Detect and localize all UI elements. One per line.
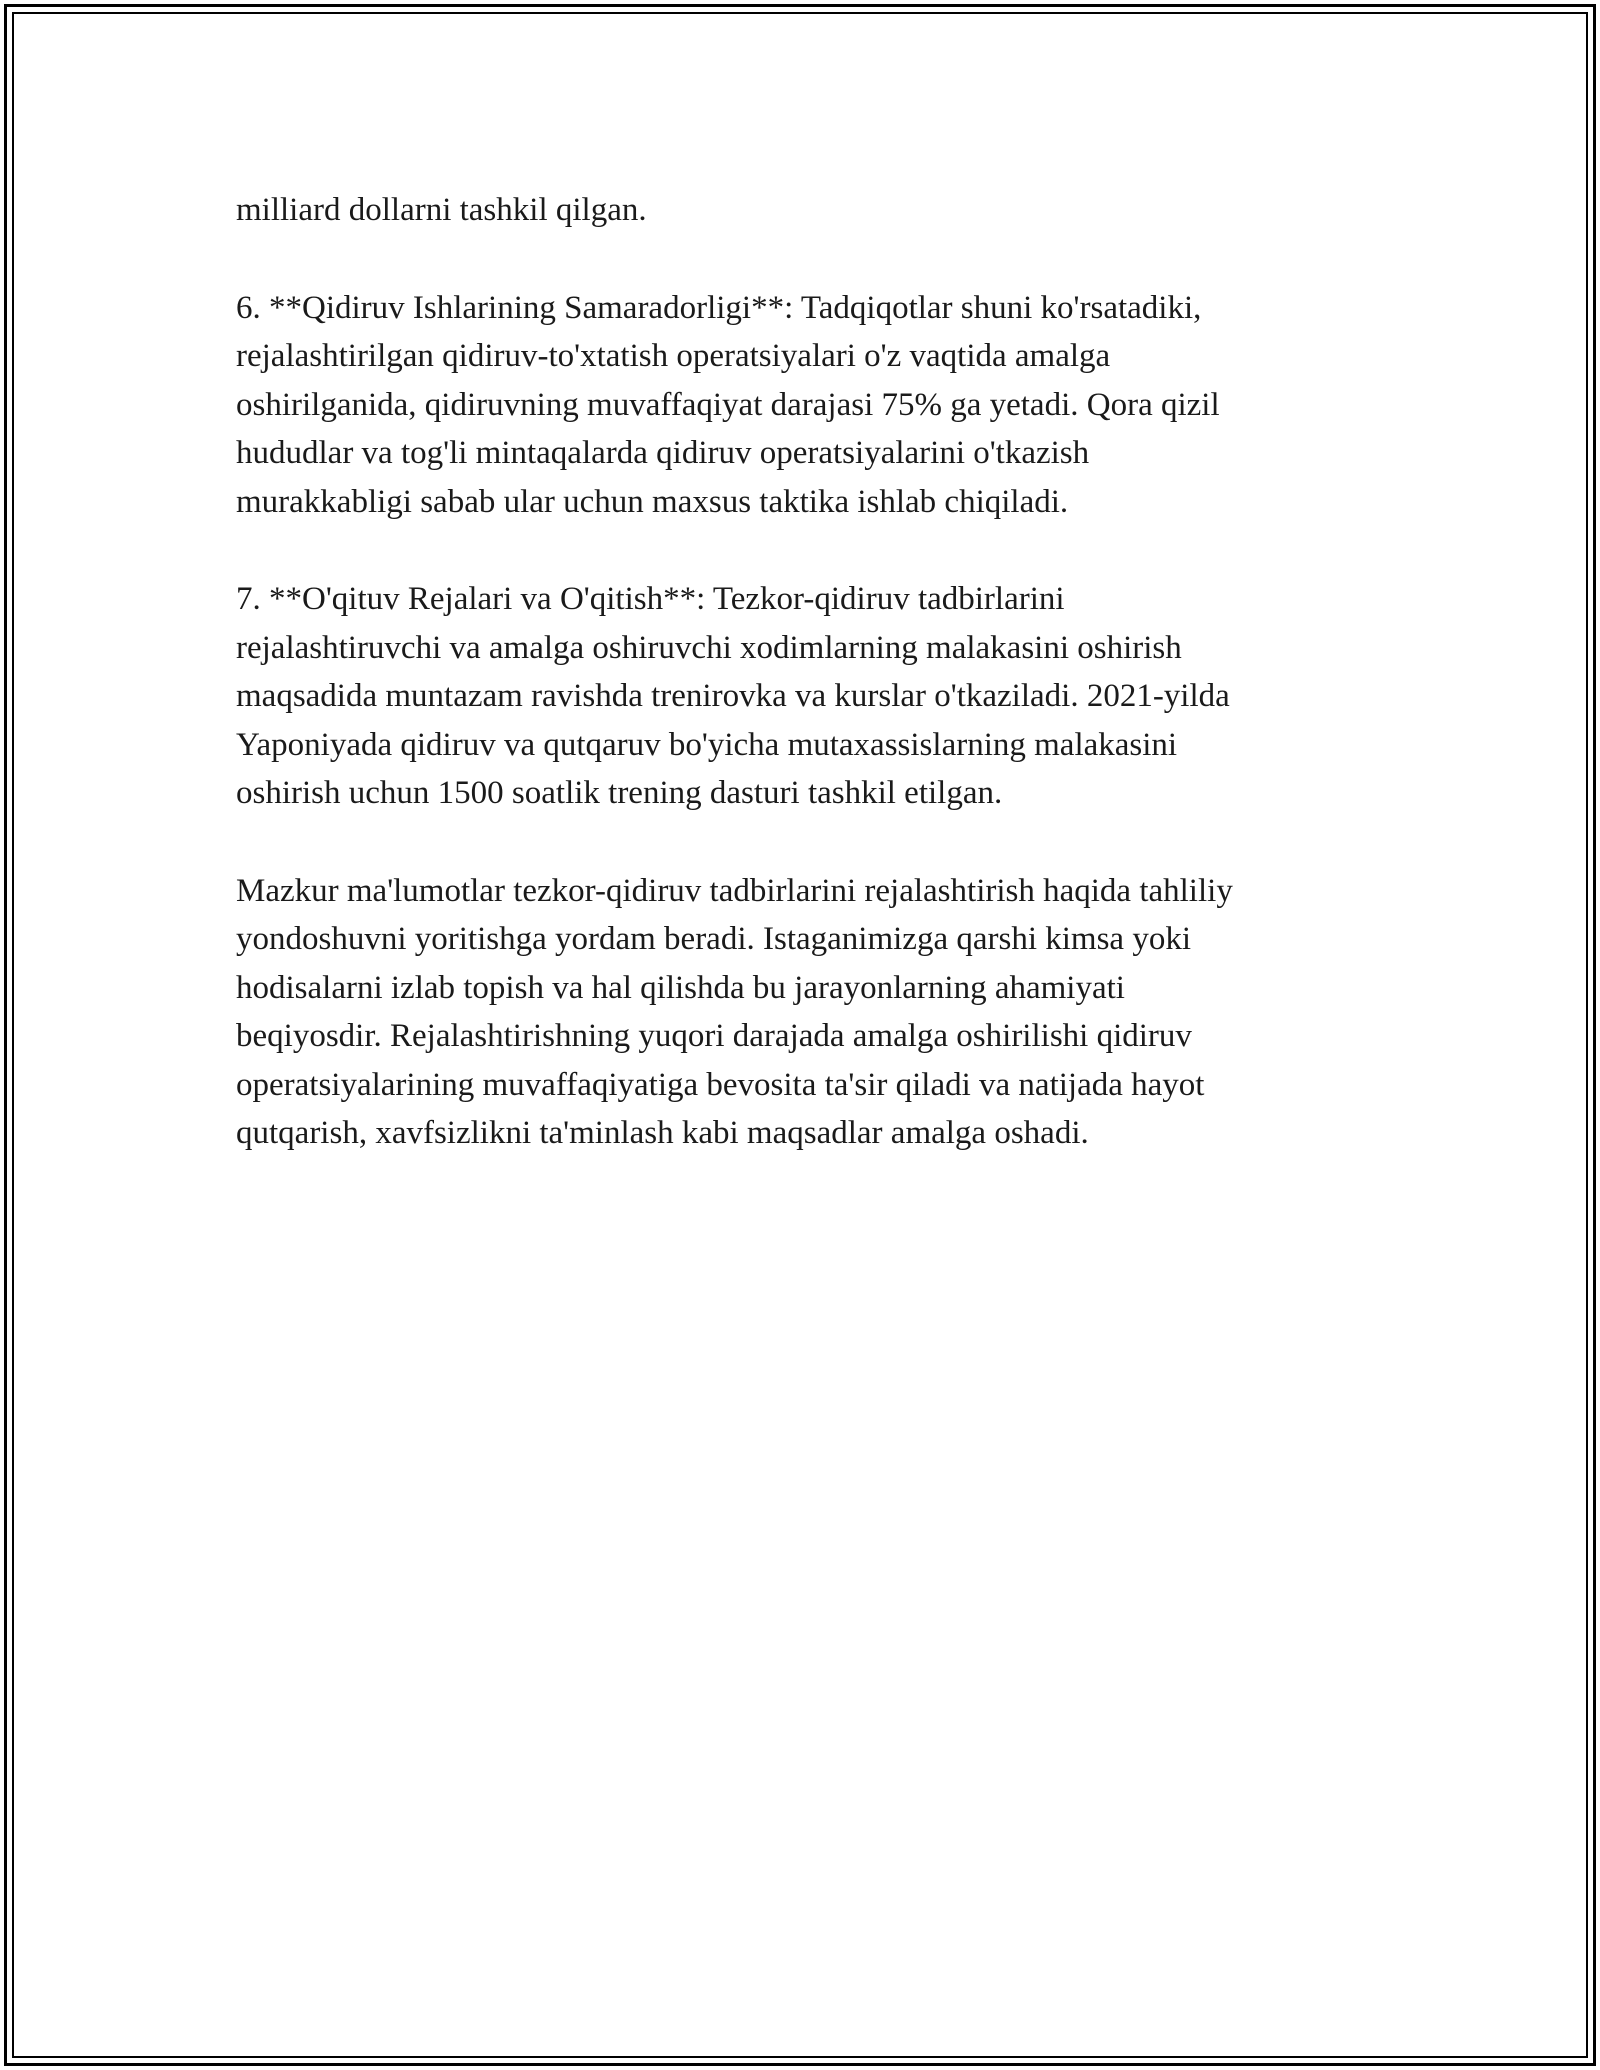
paragraph-item-6: 6. **Qidiruv Ishlarining Samaradorligi**: Tadqiqotlar shuni ko'rsatadiki, rejalashtirilgan qidiruv-to'xtatish operatsiyalari o'z vaqtida amalga oshirilganida, qidiruvning muvaffaqiyat darajasi 75% ga yetadi. Qora qizil hududlar va tog'li mintaqalarda qidiruv operatsiyalarini o'tkazish murakkabligi sabab ular uchun maxsus taktika ishlab chiqiladi. xyxy=(236,289,1220,520)
paragraph-conclusion: Mazkur ma'lumotlar tezkor-qidiruv tadbirlarini rejalashtirish haqida tahliliy yondoshuvni yoritishga yordam beradi. Istaganimizga qarshi kimsa yoki hodisalarni izlab topish va hal qilishda bu jarayonlarning ahamiyati beqiyosdir. Rejalashtirishning yuqori darajada amalga oshirilishi qidiruv operatsiyalarining muvaffaqiyatiga bevosita ta'sir qiladi va natijada hayot qutqarish, xavfsizlikni ta'minlash kabi maqsadlar amalga oshadi. xyxy=(236,872,1233,1151)
paragraph-continuation: milliard dollarni tashkil qilgan. xyxy=(236,192,647,228)
paragraph-item-7: 7. **O'qituv Rejalari va O'qitish**: Tezkor-qidiruv tadbirlarini rejalashtiruvchi va amalga oshiruvchi xodimlarning malakasini oshirish maqsadida muntazam ravishda trenirovka va kurslar o'tkaziladi. 2021-yilda Yaponiyada qidiruv va qutqaruv bo'yicha mutaxassislarning malakasini oshirish uchun 1500 soatlik trening dasturi tashkil etilgan. xyxy=(236,581,1230,811)
document-body xyxy=(236,186,1366,1207)
